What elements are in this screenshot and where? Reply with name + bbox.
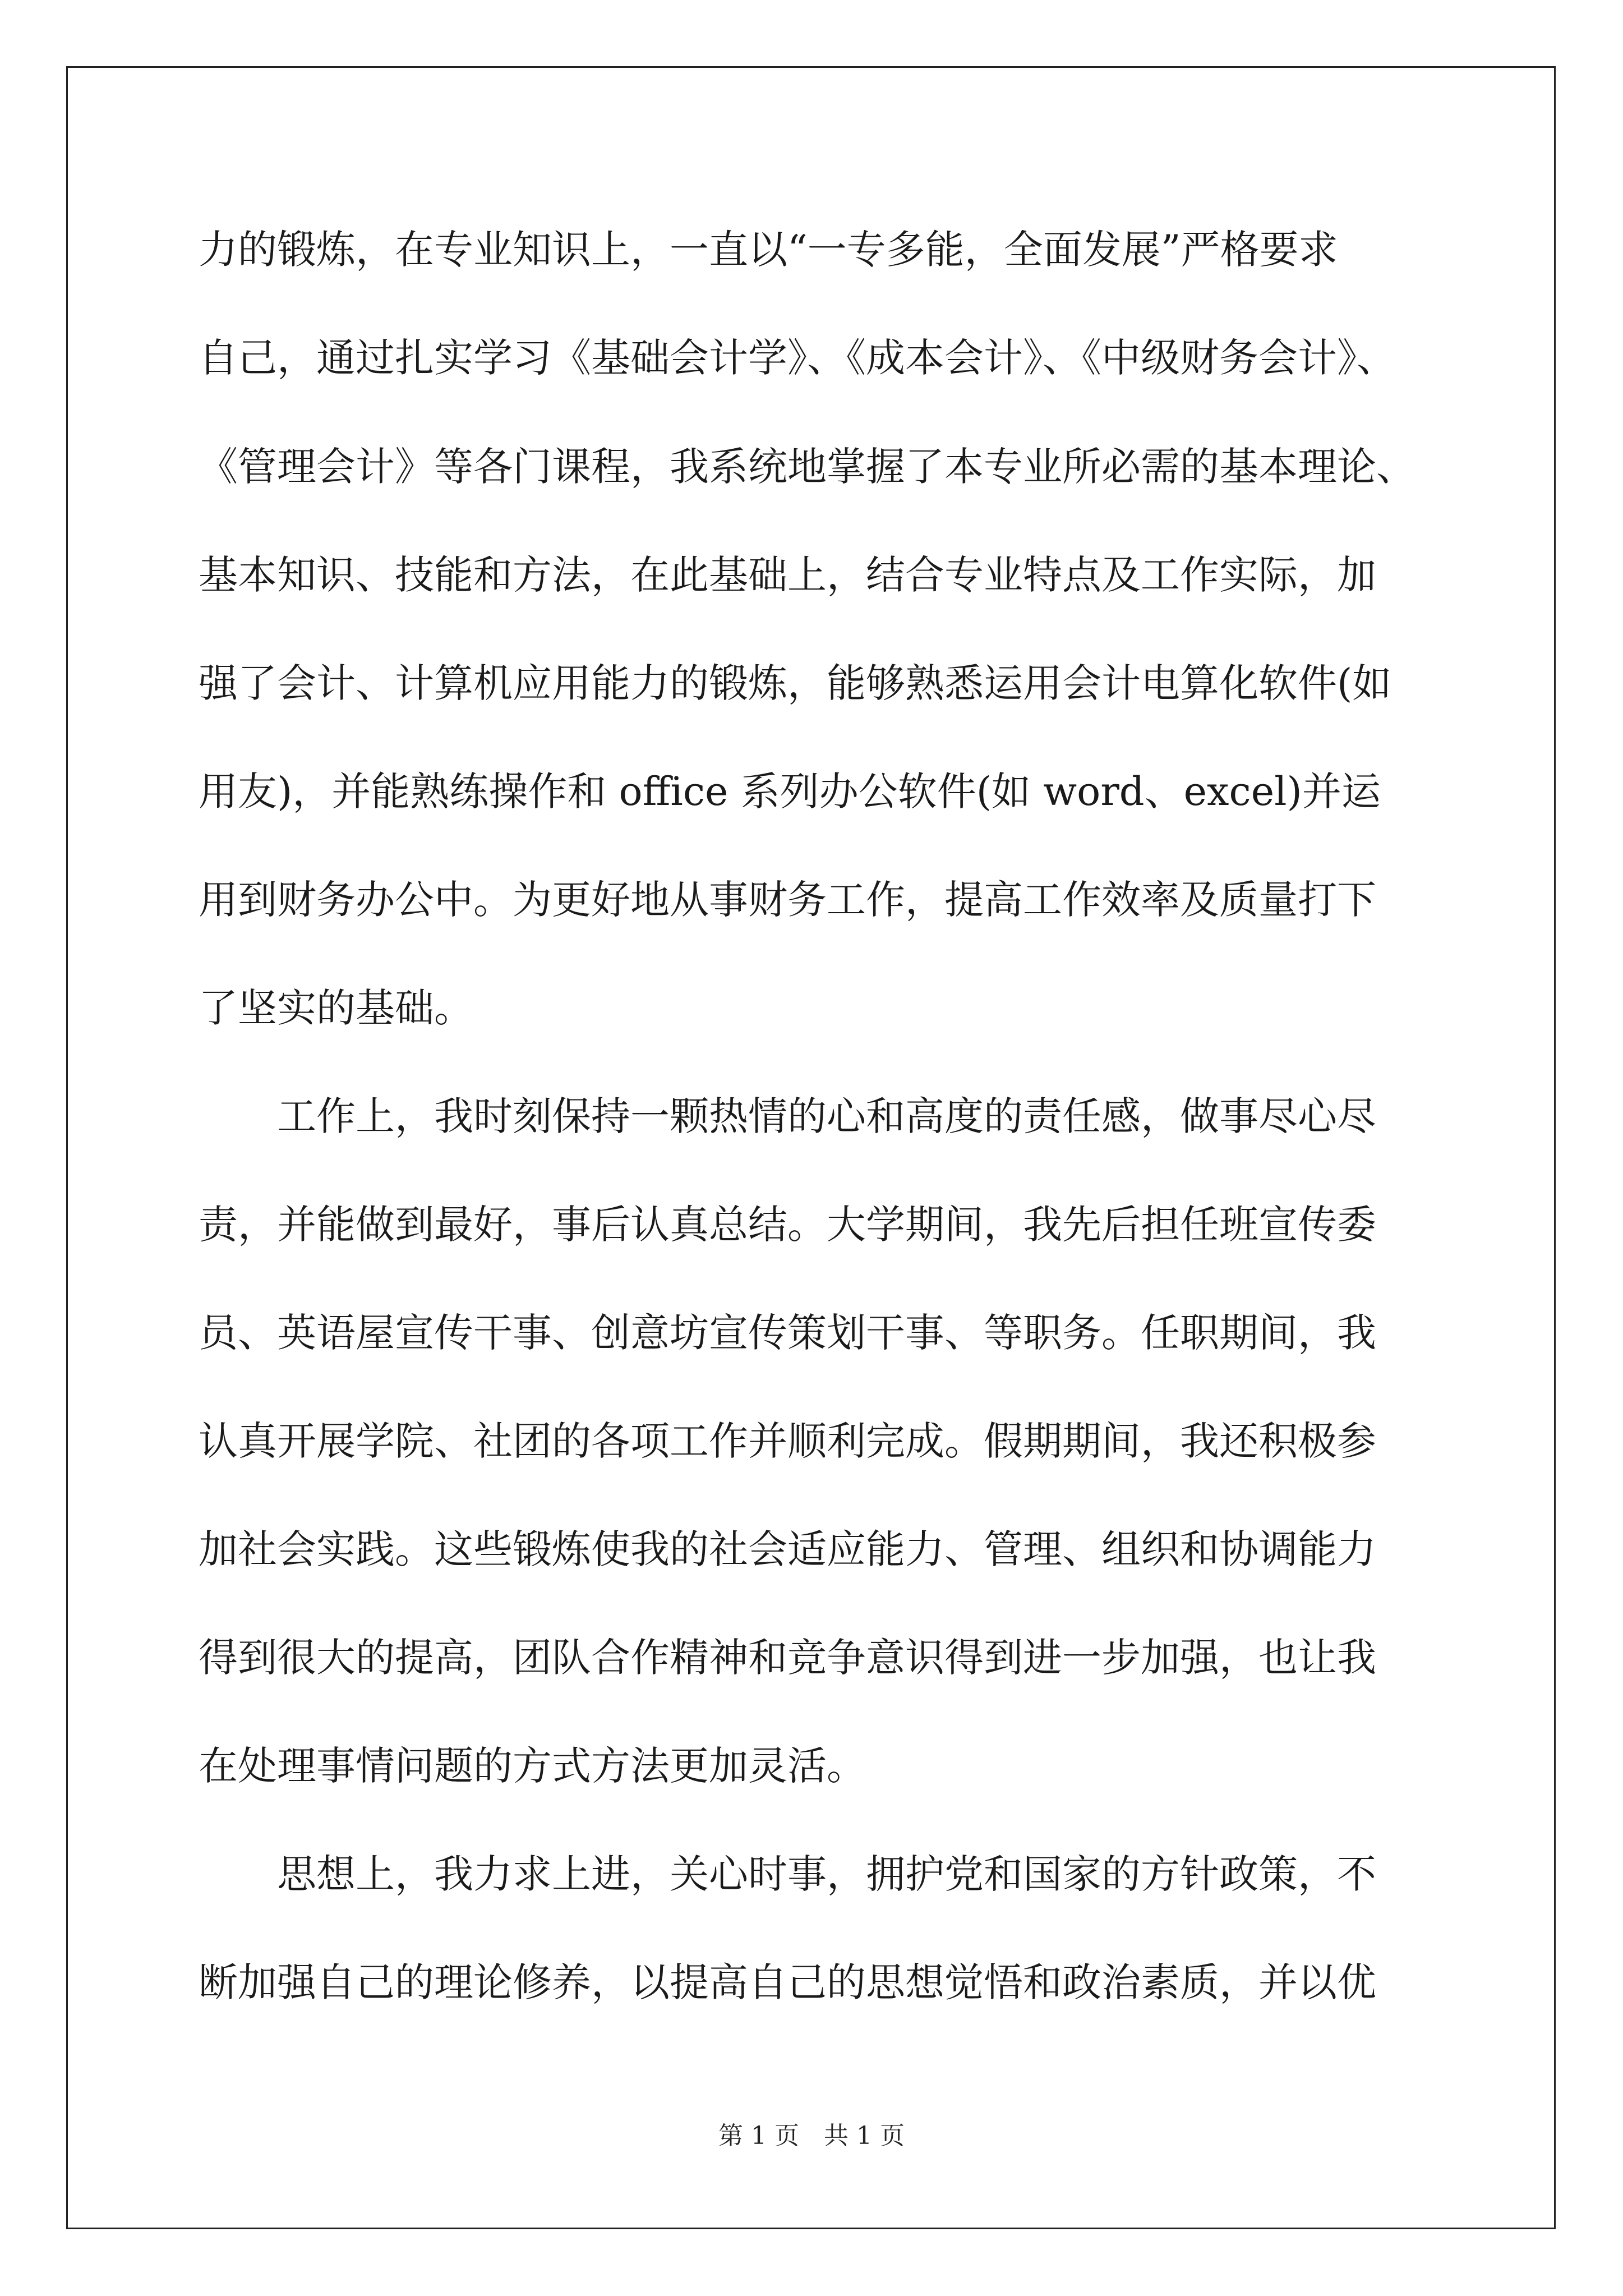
text-line: 认真开展学院、社团的各项工作并顺利完成。假期期间，我还积极参: [199, 1418, 1376, 1464]
text-line: 强了会计、计算机应用能力的锻炼，能够熟悉运用会计电算化软件(如: [199, 660, 1392, 706]
text-line: 断加强自己的理论修养，以提高自己的思想觉悟和政治素质，并以优: [199, 1959, 1376, 2005]
page-border: [66, 66, 1556, 2229]
text-line: 工作上，我时刻保持一颗热情的心和高度的责任感，做事尽心尽: [277, 1093, 1376, 1139]
text-line: 在处理事情问题的方式方法更加灵活。: [199, 1743, 866, 1789]
text-line: 用到财务办公中。为更好地从事财务工作，提高工作效率及质量打下: [199, 877, 1376, 923]
page-footer: 第 1 页 共 1 页: [718, 2122, 905, 2150]
text-line: 自己，通过扎实学习《基础会计学》、《成本会计》、《中级财务会计》、: [199, 335, 1396, 381]
text-line: 得到很大的提高，团队合作精神和竞争意识得到进一步加强，也让我: [199, 1635, 1376, 1681]
text-line: 责，并能做到最好，事后认真总结。大学期间，我先后担任班宣传委: [199, 1202, 1376, 1248]
text-line: 力的锻炼，在专业知识上，一直以“一专多能，全面发展”严格要求: [199, 227, 1338, 273]
text-line: 了坚实的基础。: [199, 985, 473, 1031]
text-line: 加社会实践。这些锻炼使我的社会适应能力、管理、组织和协调能力: [199, 1526, 1376, 1572]
text-line: 员、英语屋宣传干事、创意坊宣传策划干事、等职务。任职期间，我: [199, 1310, 1376, 1356]
text-line: 思想上，我力求上进，关心时事，拥护党和国家的方针政策，不: [277, 1851, 1376, 1897]
text-line: 用友)，并能熟练操作和 office 系列办公软件(如 word、excel)并运: [199, 769, 1381, 815]
text-line: 基本知识、技能和方法，在此基础上，结合专业特点及工作实际，加: [199, 552, 1376, 598]
text-line: 《管理会计》等各门课程，我系统地掌握了本专业所必需的基本理论、: [199, 444, 1415, 490]
